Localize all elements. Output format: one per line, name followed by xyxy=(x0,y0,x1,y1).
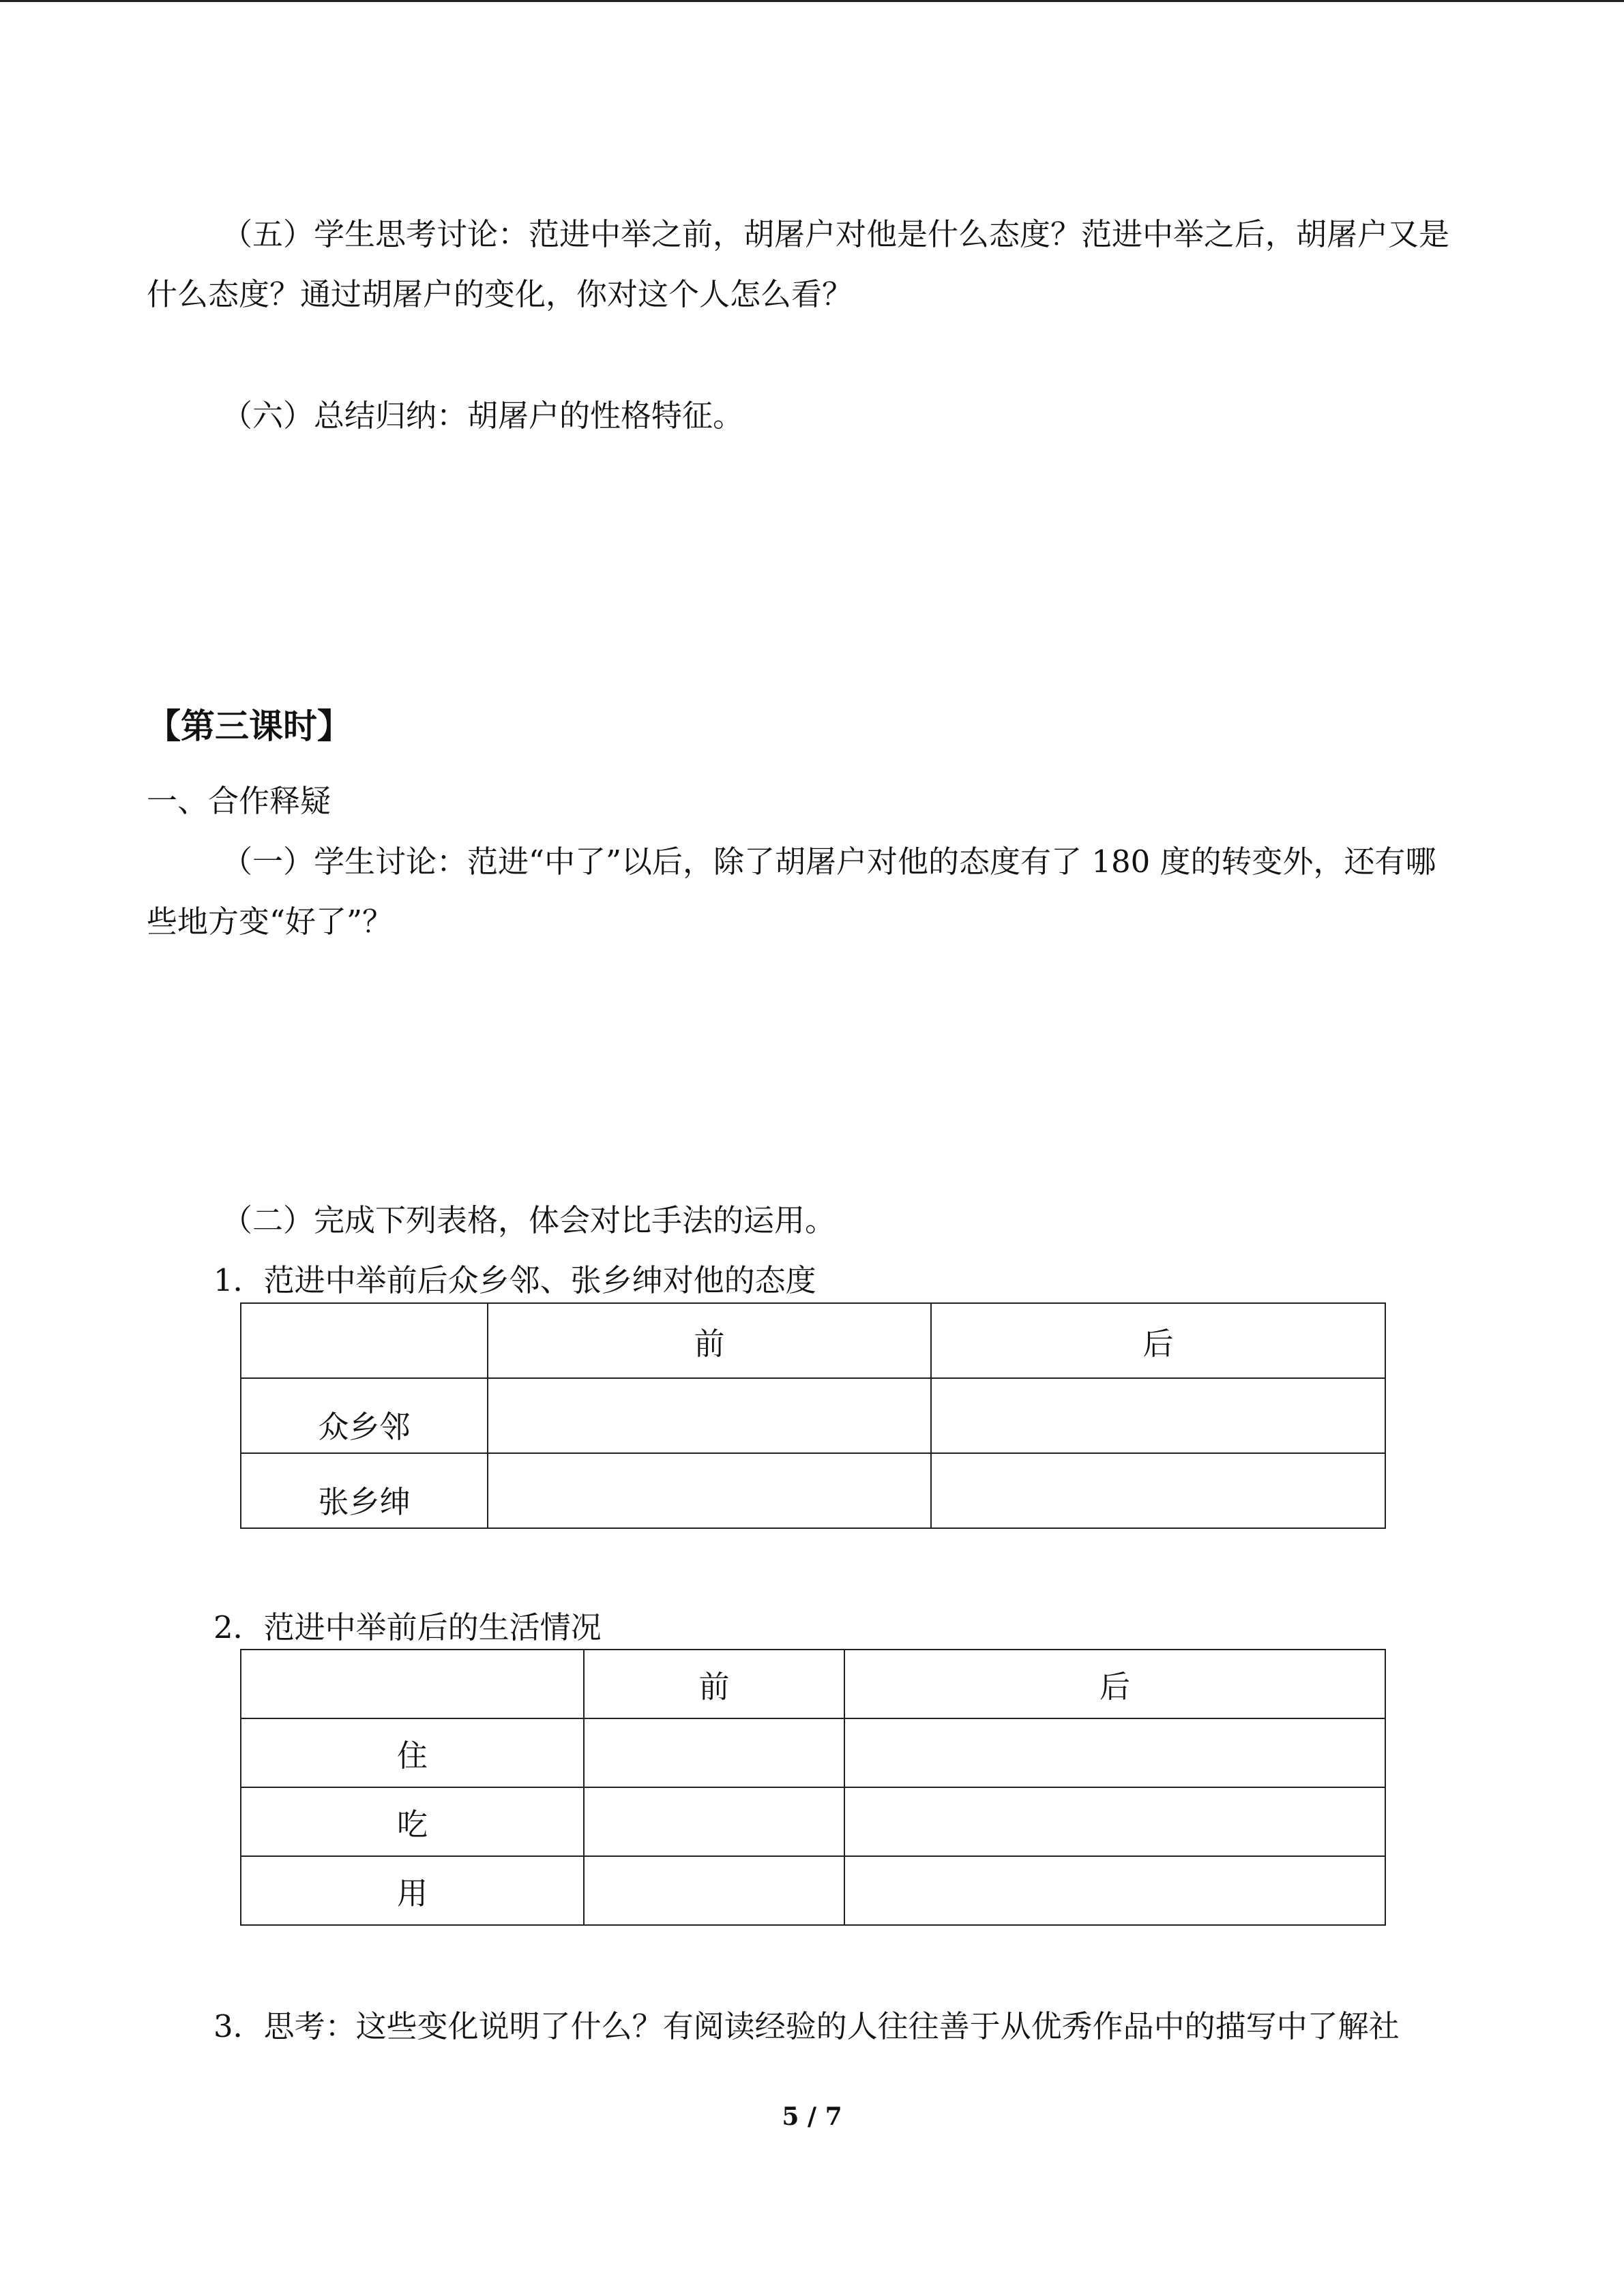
header-cell xyxy=(241,1650,584,1718)
row-label: 众乡邻 xyxy=(241,1378,488,1453)
answer-cell[interactable] xyxy=(584,1718,844,1787)
header-cell: 前 xyxy=(584,1650,844,1718)
discussion-question: （一）学生讨论：范进“中了”以后，除了胡屠户对他的态度有了 180 度的转变外，还有哪些地方变“好了”？ xyxy=(147,844,1436,940)
row-label: 用 xyxy=(241,1856,584,1925)
table-header-row xyxy=(241,1650,1385,1718)
table-header-row xyxy=(241,1303,1385,1378)
header-cell: 后 xyxy=(931,1303,1385,1378)
table-row xyxy=(241,1856,1385,1925)
header-cell xyxy=(241,1303,488,1378)
question-five: （五）学生思考讨论：范进中举之前，胡屠户对他是什么态度？范进中举之后，胡屠户又是什么态度？通过胡屠户的变化，你对这个人怎么看？ xyxy=(147,216,1450,312)
section-title: 一、合作释疑 xyxy=(147,783,331,819)
answer-cell[interactable] xyxy=(488,1453,931,1528)
answer-cell[interactable] xyxy=(931,1378,1385,1453)
living-conditions-table xyxy=(240,1649,1386,1926)
row-label: 吃 xyxy=(241,1787,584,1856)
table-row xyxy=(241,1787,1385,1856)
attitude-table xyxy=(240,1302,1386,1529)
page-number: 5 / 7 xyxy=(782,2102,842,2131)
table-row xyxy=(241,1453,1385,1528)
table-row xyxy=(241,1718,1385,1787)
answer-cell[interactable] xyxy=(844,1856,1385,1925)
answer-cell[interactable] xyxy=(844,1718,1385,1787)
answer-cell[interactable] xyxy=(931,1453,1385,1528)
answer-cell[interactable] xyxy=(584,1787,844,1856)
table2-caption: 2．范进中举前后的生活情况 xyxy=(213,1609,602,1645)
answer-cell[interactable] xyxy=(844,1787,1385,1856)
row-label: 住 xyxy=(241,1718,584,1787)
answer-cell[interactable] xyxy=(488,1378,931,1453)
row-label: 张乡绅 xyxy=(241,1453,488,1528)
header-cell: 后 xyxy=(844,1650,1385,1718)
reflection-question: 3．思考：这些变化说明了什么？有阅读经验的人往往善于从优秀作品中的描写中了解社 xyxy=(213,2008,1400,2044)
table-row xyxy=(241,1378,1385,1453)
page-top-border xyxy=(0,0,1624,2)
answer-cell[interactable] xyxy=(584,1856,844,1925)
question-six: （六）总结归纳：胡屠户的性格特征。 xyxy=(222,398,744,434)
header-cell: 前 xyxy=(488,1303,931,1378)
lesson-heading: 【第三课时】 xyxy=(147,706,351,746)
table-instruction: （二）完成下列表格，体会对比手法的运用。 xyxy=(222,1202,836,1238)
table1-caption: 1．范进中举前后众乡邻、张乡绅对他的态度 xyxy=(213,1262,816,1298)
